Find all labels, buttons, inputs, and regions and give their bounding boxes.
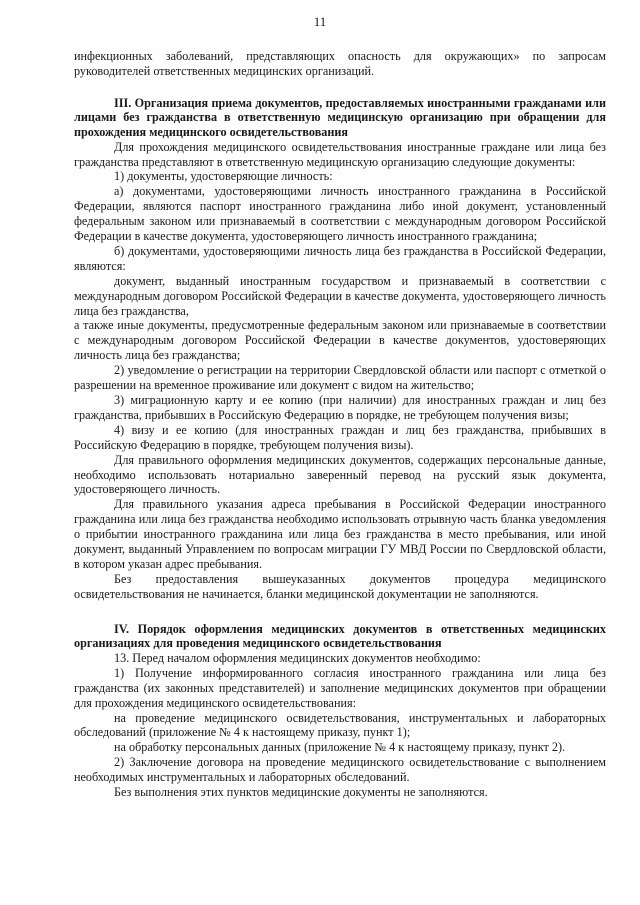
paragraph: б) документами, удостоверяющими личность лица без гражданства в Российской Федерации, являются: bbox=[74, 243, 606, 273]
paragraph: а также иные документы, предусмотренные федеральным законом или признаваемые в соответствии с международным договором Российской Федерации в качестве документов, удостоверяющих личность лица без гражданства; bbox=[74, 318, 606, 363]
page-number: 11 bbox=[313, 14, 327, 29]
paragraph: Для правильного оформления медицинских документов, содержащих персональные данные, необходимо использовать нотариально заверенный перевод на русский язык документа, удостоверяющего личность. bbox=[74, 452, 606, 497]
section-spacer bbox=[74, 79, 606, 96]
paragraph: на обработку персональных данных (приложение № 4 к настоящему приказу, пункт 2). bbox=[114, 740, 566, 755]
paragraph: а) документами, удостоверяющими личность иностранного гражданина в Российской Федерации, являются паспорт иностранного гражданина либо иной документ, установленный федеральным законом или признаваемый в соответствии с международным договором Российской Федерации в качестве документа, удостоверяющего личность иностранного гражданина; bbox=[74, 184, 606, 244]
section-heading: III. Организация приема документов, предоставляемых иностранными гражданами или лицами без гражданства в ответственную медицинскую организацию при обращении для прохождения медицинского освидетельствования bbox=[74, 95, 606, 139]
paragraph: на проведение медицинского освидетельствования, инструментальных и лабораторных обследований (приложение № 4 к настоящему приказу, пункт 1); bbox=[74, 710, 606, 740]
paragraph: Без предоставления вышеуказанных документов процедура медицинского освидетельствования не начинается, бланки медицинской документации не заполняются. bbox=[74, 571, 606, 601]
document-body bbox=[74, 49, 606, 800]
paragraph: 2) Заключение договора на проведение медицинского освидетельствование с выполнением необходимых инструментальных и лабораторных обследований. bbox=[74, 755, 606, 785]
paragraph: 4) визу и ее копию (для иностранных граждан и лиц без гражданства, прибывших в Российскую Федерацию в порядке, требующем получения визы). bbox=[74, 422, 606, 452]
paragraph: 1) Получение информированного согласия иностранного гражданина или лица без гражданства (их законных представителей) и заполнение медицинских документов при обращении для прохождения медицинского освидетельствования: bbox=[74, 665, 606, 710]
paragraph: Для прохождения медицинского освидетельствования иностранные граждане или лица без гражданства представляют в ответственную медицинскую организацию следующие документы: bbox=[74, 139, 606, 169]
paragraph: 3) миграционную карту и ее копию (при наличии) для иностранных граждан и лиц без гражданства, прибывших в Российскую Федерацию в порядке, не требующем получения визы; bbox=[74, 393, 606, 422]
paragraph: 2) уведомление о регистрации на территории Свердловской области или паспорт с отметкой о разрешении на временное проживание или документ с видом на жительство; bbox=[74, 363, 606, 393]
section-heading: IV. Порядок оформления медицинских документов в ответственных медицинских организациях для проведения медицинского освидетельствования bbox=[74, 621, 606, 651]
paragraph: Без выполнения этих пунктов медицинские документы не заполняются. bbox=[114, 785, 488, 800]
paragraph: инфекционных заболеваний, представляющих опасность для окружающих» по запросам руководителей ответственных медицинских организаций. bbox=[74, 49, 606, 78]
paragraph: документ, выданный иностранным государством и признаваемый в соответствии с международным договором Российской Федерации в качестве документа, удостоверяющего личность лица без гражданства, bbox=[74, 273, 606, 318]
paragraph: Для правильного указания адреса пребывания в Российской Федерации иностранного гражданина или лица без гражданства необходимо использовать отрывную часть бланка уведомления о прибытии иностранного гражданина или лица без гражданства в место пребывания, или иной документ, выданный Управлением по вопросам миграции ГУ МВД России по Свердловской области, в котором указан адрес пребывания. bbox=[74, 497, 606, 571]
paragraph: 1) документы, удостоверяющие личность: bbox=[114, 169, 333, 184]
section-spacer bbox=[74, 602, 606, 622]
paragraph: 13. Перед началом оформления медицинских документов необходимо: bbox=[114, 650, 481, 665]
